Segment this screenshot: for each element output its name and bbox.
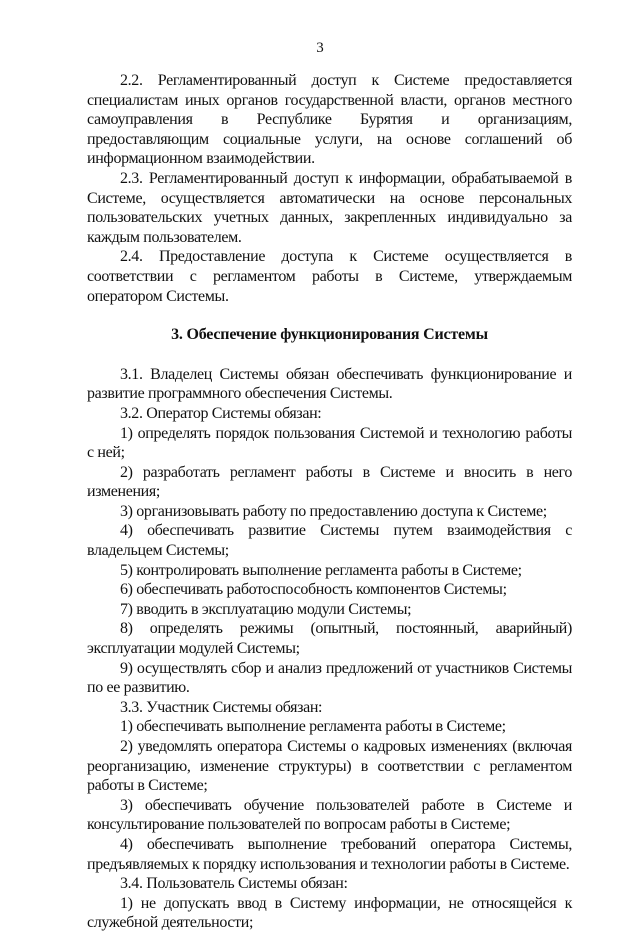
- list-item: 4) обеспечивать выполнение требований оператора Системы, предъявляемых к порядку использования и технологии работы в Системе.: [87, 835, 572, 873]
- paragraph-3-4: 3.4. Пользователь Системы обязан:: [120, 875, 348, 893]
- list-item: 3) обеспечивать обучение пользователей работе в Системе и консультирование пользователей по вопросам работы в Системе;: [87, 796, 572, 834]
- section-heading: 3. Обеспечение функционирования Системы: [171, 326, 488, 344]
- page-number: 3: [316, 40, 324, 56]
- list-item: 7) вводить в эксплуатацию модули Системы;: [120, 600, 412, 618]
- list-item: 1) определять порядок пользования Системой и технологию работы с ней;: [87, 424, 572, 462]
- paragraph-2-2: 2.2. Регламентированный доступ к Системе предоставляется специалистам иных органов государственной власти, органов местного самоуправления в Республике Бурятия и организациям, предоставляющим социальные услуги, на основе соглашений об информационном взаимодействии.: [87, 72, 572, 168]
- list-item: 1) не допускать ввод в Систему информации, не относящейся к служебной деятельности;: [87, 894, 572, 932]
- paragraph-2-3: 2.3. Регламентированный доступ к информации, обрабатываемой в Системе, осуществляется автоматически на основе персональных пользовательских учетных данных, закрепленных индивидуально за каждым пользователем.: [87, 169, 572, 246]
- paragraph-3-1: 3.1. Владелец Системы обязан обеспечивать функционирование и развитие программного обеспечения Системы.: [87, 365, 572, 403]
- list-item: 5) контролировать выполнение регламента работы в Системе;: [120, 561, 522, 579]
- paragraph-3-3: 3.3. Участник Системы обязан:: [120, 698, 323, 716]
- list-item: 6) обеспечивать работоспособность компонентов Системы;: [120, 581, 507, 599]
- list-item: 2) уведомлять оператора Системы о кадровых изменениях (включая реорганизацию, изменение структуры) в соответствии с регламентом работы в Системе;: [87, 738, 572, 795]
- list-item: 2) разработать регламент работы в Системе и вносить в него изменения;: [87, 463, 572, 501]
- paragraph-3-2: 3.2. Оператор Системы обязан:: [120, 404, 322, 422]
- list-item: 4) обеспечивать развитие Системы путем взаимодействия с владельцем Системы;: [87, 522, 572, 560]
- list-item: 3) организовывать работу по предоставлению доступа к Системе;: [120, 502, 547, 520]
- paragraph-2-4: 2.4. Предоставление доступа к Системе осуществляется в соответствии с регламентом работы в Системе, утверждаемым оператором Системы.: [87, 248, 572, 305]
- document-body: [87, 71, 572, 933]
- list-item: 1) обеспечивать выполнение регламента работы в Системе;: [120, 718, 506, 736]
- list-item: 8) определять режимы (опытный, постоянный, аварийный) эксплуатации модулей Системы;: [87, 620, 572, 658]
- list-item: 9) осуществлять сбор и анализ предложений от участников Системы по ее развитию.: [87, 659, 572, 697]
